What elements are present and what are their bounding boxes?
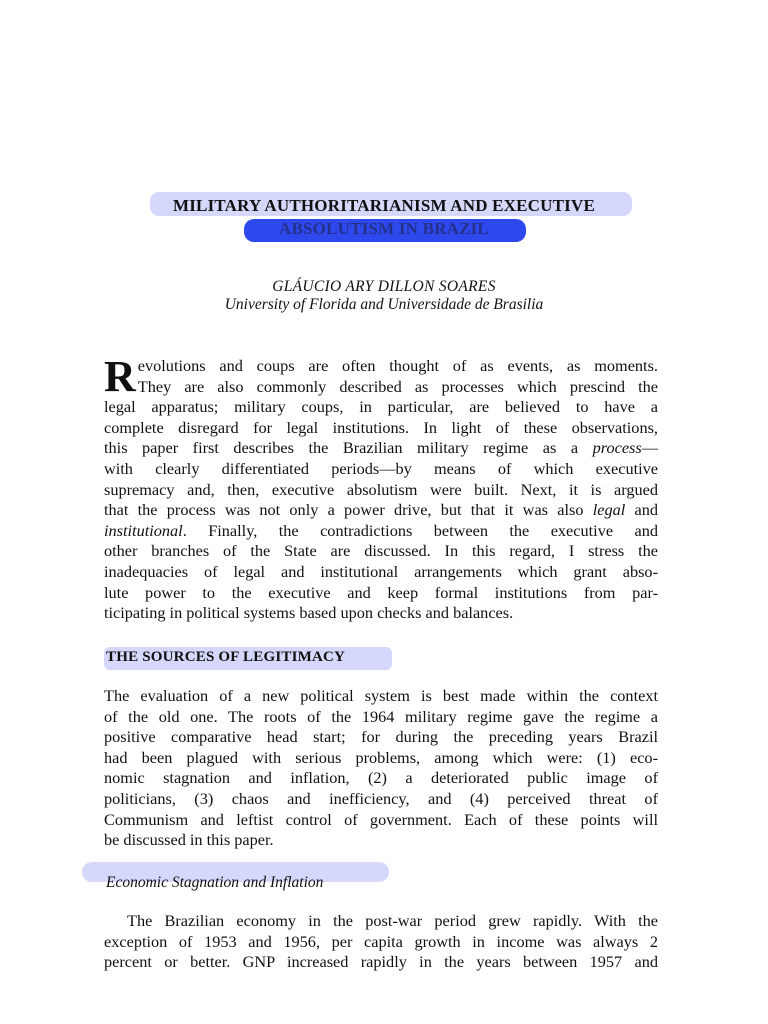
- subsection-line: The Brazilian economy in the post-war period grew rapidly. With the: [127, 911, 658, 930]
- abstract-line: They are also commonly described as processes which prescind the: [137, 376, 658, 396]
- section-line: positive comparative head start; for during the preceding years Brazil: [104, 727, 658, 747]
- section-line: politicians, (3) chaos and inefficiency, and (4) perceived threat of: [104, 788, 658, 808]
- abstract-line: that the process was not only a power drive, but that it was also legal and: [104, 500, 659, 520]
- abstract-line: legal apparatus; military coups, in particular, are believed to have a: [104, 397, 658, 417]
- author-affiliation: University of Florida and Universidade de Brasilia: [224, 296, 544, 313]
- abstract-line: other branches of the State are discussed. In this regard, I stress the: [104, 541, 658, 561]
- section-heading: THE SOURCES OF LEGITIMACY: [106, 649, 346, 665]
- section-paragraph: [104, 686, 658, 851]
- section-line: Communism and leftist control of government. Each of these points will: [104, 809, 658, 829]
- abstract-line: institutional. Finally, the contradictions between the executive and: [104, 520, 658, 540]
- abstract-line: inadequacies of legal and institutional arrangements which grant abso-: [104, 561, 658, 581]
- section-line: of the old one. The roots of the 1964 military regime gave the regime a: [104, 706, 658, 726]
- section-line: The evaluation of a new political system is best made within the context: [104, 686, 658, 705]
- section-line: nomic stagnation and inflation, (2) a deteriorated public image of: [104, 768, 658, 788]
- abstract-line: evolutions and coups are often thought of as events, as moments.: [137, 356, 658, 375]
- subsection-line: percent or better. GNP increased rapidly in the years between 1957 and: [104, 952, 658, 972]
- title-line1: MILITARY AUTHORITARIANISM AND EXECUTIVE: [172, 196, 596, 215]
- drop-cap: R: [104, 352, 136, 401]
- author-name: GLÁUCIO ARY DILLON SOARES: [272, 278, 496, 295]
- abstract-line: this paper first describes the Brazilian military regime as a process—: [104, 438, 658, 458]
- abstract-line: lute power to the executive and keep formal institutions from par-: [104, 582, 658, 602]
- abstract-line: ticipating in political systems based upon checks and balances.: [104, 603, 514, 623]
- abstract-line: supremacy and, then, executive absolutism were built. Next, it is argued: [104, 479, 658, 499]
- subsection-line: exception of 1953 and 1956, per capita growth in income was always 2: [104, 931, 658, 951]
- section-line: had been plagued with serious problems, among which were: (1) eco-: [104, 747, 658, 767]
- subsection-heading: Economic Stagnation and Inflation: [106, 874, 324, 891]
- abstract-line: with clearly differentiated periods—by means of which executive: [104, 458, 658, 478]
- section-line: be discussed in this paper.: [104, 830, 274, 850]
- abstract-line: complete disregard for legal institutions. In light of these observations,: [104, 417, 658, 437]
- title-line2: ABSOLUTISM IN BRAZIL: [279, 219, 489, 238]
- abstract-paragraph: [104, 352, 659, 624]
- subsection-paragraph: [104, 911, 658, 973]
